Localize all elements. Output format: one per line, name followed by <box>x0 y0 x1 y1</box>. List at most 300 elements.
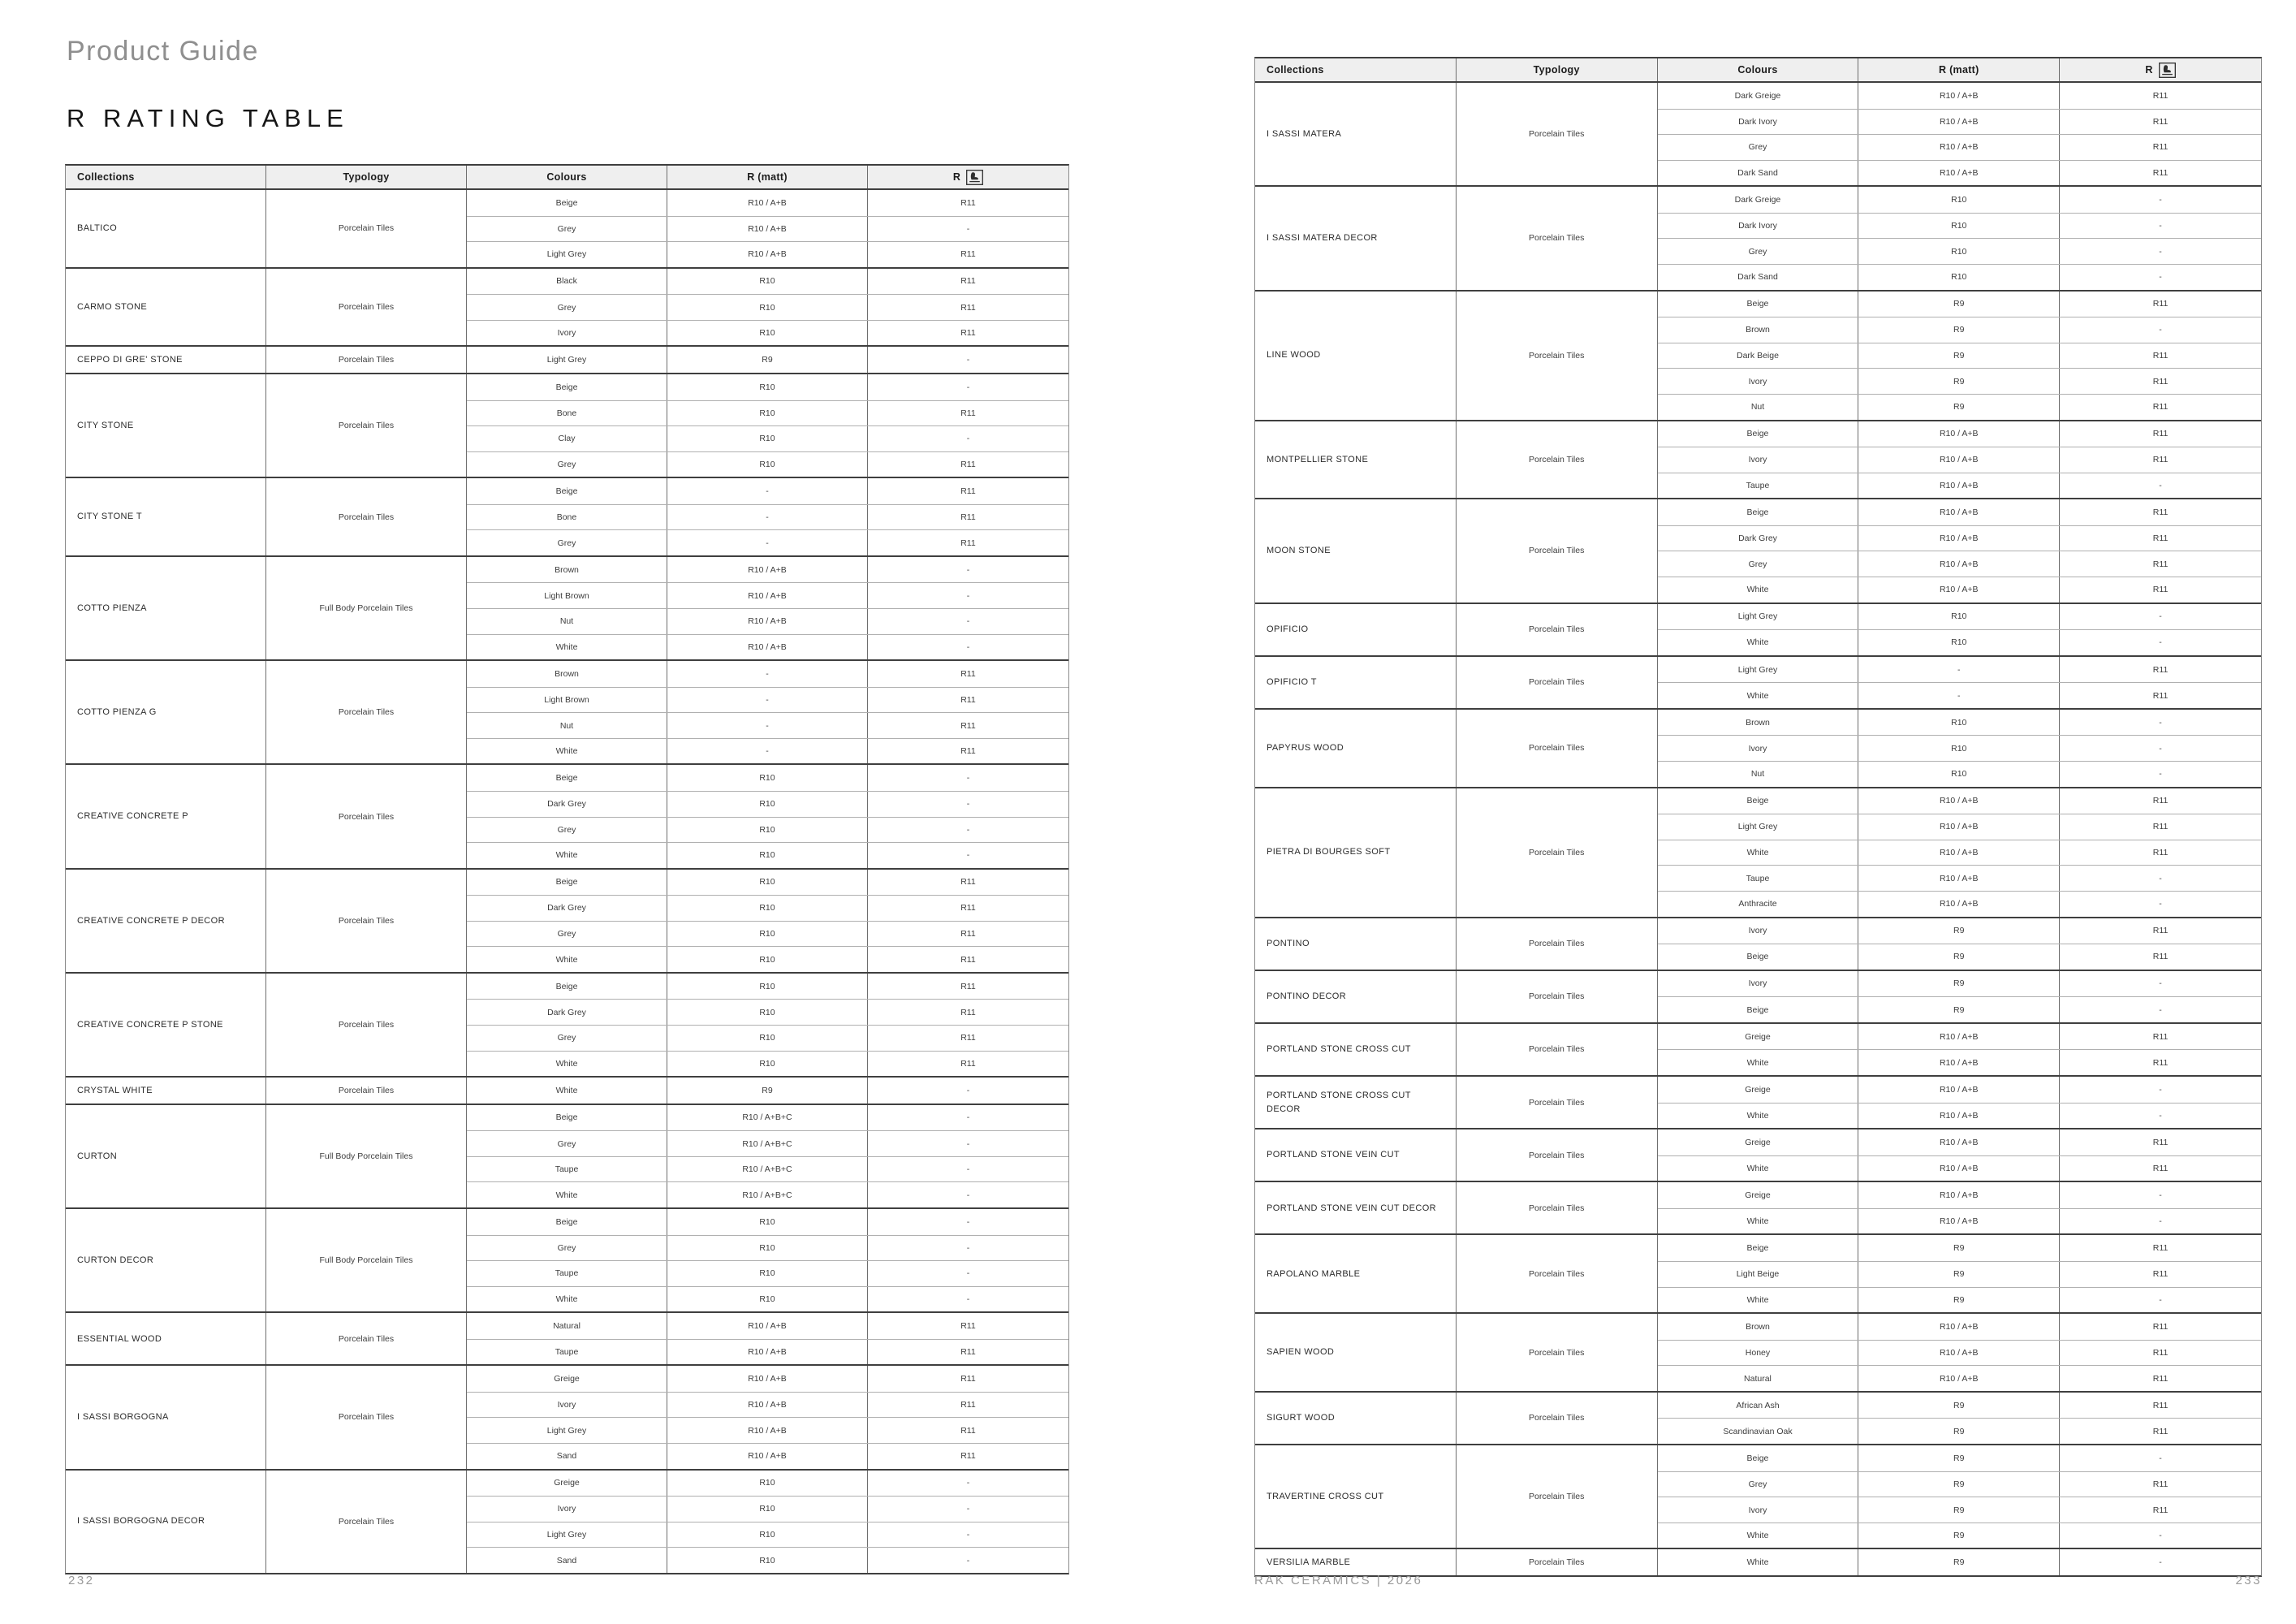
collection-group <box>1255 290 2261 420</box>
r-structured-cell: - <box>966 1085 970 1095</box>
r-matt-cell: R10 <box>667 1209 868 1235</box>
colour-row <box>1658 1393 2261 1419</box>
r-matt-cell: R10 <box>667 1548 868 1573</box>
colour-rows <box>1658 83 2261 185</box>
colour-row <box>1658 657 2261 683</box>
colour-cell: Dark Grey <box>467 792 667 817</box>
collection-name-cell: CITY STONE <box>66 374 266 477</box>
colour-cell: White <box>1658 630 1859 655</box>
colour-rows <box>1658 788 2261 917</box>
r-structured-cell: R11 <box>960 1320 976 1331</box>
colour-cell: Greige <box>467 1471 667 1497</box>
colour-cell: Dark Greige <box>1658 83 1859 109</box>
r-matt-cell: R10 / A+B <box>1858 1156 2060 1181</box>
colour-row <box>1658 1471 2261 1497</box>
r-matt-cell: R10 <box>667 1236 868 1261</box>
colour-row <box>1658 187 2261 213</box>
r-matt-cell: R10 / A+B <box>667 1393 868 1418</box>
colour-row <box>1658 996 2261 1022</box>
typology-cell: Full Body Porcelain Tiles <box>266 1209 467 1311</box>
typology-cell: Porcelain Tiles <box>1457 657 1658 708</box>
collection-name-cell: LINE WOOD <box>1255 292 1457 420</box>
collection-group <box>1255 1233 2261 1312</box>
r-matt-cell: R9 <box>1858 395 2060 420</box>
colour-row <box>467 1156 1068 1182</box>
colour-row <box>1658 264 2261 290</box>
colour-cell: Beige <box>467 870 667 896</box>
colour-row <box>467 425 1068 451</box>
colour-rows <box>1658 187 2261 289</box>
r-matt-cell: R10 / A+B <box>1858 161 2060 186</box>
colour-cell: Beige <box>1658 292 1859 317</box>
r-structured-cell: R11 <box>2152 299 2169 309</box>
colour-rows <box>467 1105 1068 1207</box>
colour-cell: White <box>1658 840 1859 866</box>
colour-row <box>1658 788 2261 814</box>
r-matt-cell: R10 <box>1858 239 2060 264</box>
r-structured-cell: - <box>966 590 970 601</box>
colour-row <box>467 478 1068 504</box>
colour-row <box>467 661 1068 687</box>
table-header-row <box>1255 58 2261 83</box>
colour-row <box>467 216 1068 242</box>
colour-cell: Beige <box>1658 499 1859 525</box>
colour-row <box>1658 604 2261 630</box>
header-r-structured <box>868 166 1068 188</box>
colour-cell: Black <box>467 269 667 295</box>
colour-cell: Taupe <box>467 1340 667 1365</box>
collection-group <box>1255 498 2261 602</box>
r-matt-cell: R10 <box>667 1052 868 1077</box>
colour-rows <box>1658 1314 2261 1391</box>
r-matt-cell: - <box>1858 657 2060 683</box>
r-matt-cell: R10 / A+B <box>667 1444 868 1469</box>
r-structured-cell: - <box>2159 1216 2162 1227</box>
r-structured-cell: - <box>966 1268 970 1279</box>
r-matt-cell: R10 / A+B <box>1858 788 2060 814</box>
r-matt-cell: R10 / A+B <box>1858 551 2060 577</box>
colour-row <box>1658 1522 2261 1548</box>
colour-cell: Light Grey <box>1658 604 1859 630</box>
r-structured-cell: R11 <box>2152 1031 2169 1042</box>
collection-name-cell: I SASSI BORGOGNA DECOR <box>66 1471 266 1573</box>
colour-cell: Clay <box>467 426 667 451</box>
r-structured-cell: - <box>2159 221 2162 231</box>
header-colours: Colours <box>1658 58 1859 81</box>
colour-rows <box>1658 1445 2261 1548</box>
collection-name-cell: MONTPELLIER STONE <box>1255 421 1457 499</box>
r-matt-cell: R9 <box>1858 1549 2060 1575</box>
r-structured-cell: R11 <box>960 929 976 939</box>
colour-rows <box>467 374 1068 477</box>
r-structured-cell: - <box>966 616 970 627</box>
colour-cell: Anthracite <box>1658 892 1859 917</box>
colour-row <box>467 1025 1068 1051</box>
colour-cell: Ivory <box>1658 918 1859 944</box>
colour-row <box>1658 1024 2261 1050</box>
r-matt-cell: R10 <box>667 1000 868 1025</box>
r-structured-cell: - <box>966 641 970 652</box>
r-structured-cell: R11 <box>2152 1400 2169 1410</box>
collection-name-cell: SAPIEN WOOD <box>1255 1314 1457 1391</box>
colour-cell: Light Grey <box>467 347 667 373</box>
collection-name-cell: MOON STONE <box>1255 499 1457 602</box>
collection-group <box>1255 1181 2261 1233</box>
collection-group <box>1255 1444 2261 1548</box>
collection-name-cell: PONTINO <box>1255 918 1457 970</box>
r-structured-cell: - <box>2159 717 2162 728</box>
r-matt-cell: R9 <box>1858 343 2060 369</box>
colour-row <box>467 1105 1068 1131</box>
colour-row <box>1658 499 2261 525</box>
r-structured-cell: - <box>966 1555 970 1566</box>
r-structured-cell: R11 <box>960 1058 976 1069</box>
r-structured-cell: R11 <box>2152 1269 2169 1280</box>
colour-cell: Beige <box>467 974 667 1000</box>
r-structured-cell: - <box>2159 899 2162 909</box>
page-subtitle: R RATING TABLE <box>67 104 349 132</box>
colour-row <box>467 1443 1068 1469</box>
r-matt-cell: R10 / A+B <box>1858 892 2060 917</box>
r-structured-cell: R11 <box>960 1400 976 1410</box>
r-structured-cell: R11 <box>2152 559 2169 569</box>
r-structured-cell: R11 <box>2152 926 2169 936</box>
colour-cell: Grey <box>1658 239 1859 264</box>
colour-cell: White <box>467 947 667 972</box>
r-structured-cell: R11 <box>2152 533 2169 544</box>
colour-rows <box>467 269 1068 346</box>
typology-cell: Porcelain Tiles <box>266 974 467 1076</box>
r-structured-cell: - <box>966 382 970 392</box>
colour-cell: Beige <box>1658 421 1859 447</box>
colour-rows <box>1658 1129 2261 1181</box>
table-header-row <box>66 166 1068 190</box>
r-matt-cell: R9 <box>1858 1445 2060 1471</box>
r-structured-cell: R11 <box>2152 1137 2169 1147</box>
colour-row <box>467 190 1068 216</box>
r-matt-cell: R10 / A+B <box>1858 110 2060 135</box>
r-structured-cell: R11 <box>960 877 976 888</box>
r-matt-cell: R10 / A+B <box>667 583 868 608</box>
collection-group <box>1255 1128 2261 1181</box>
r-matt-cell: R10 / A+B+C <box>667 1131 868 1156</box>
colour-row <box>1658 710 2261 736</box>
r-matt-cell: R10 / A+B <box>1858 1341 2060 1366</box>
colour-cell: Honey <box>1658 1341 1859 1366</box>
r-structured-cell: R11 <box>2152 351 2169 361</box>
barefoot-icon <box>966 170 983 185</box>
colour-cell: Grey <box>467 530 667 555</box>
colour-cell: Brown <box>1658 317 1859 343</box>
r-structured-cell: R11 <box>2152 1505 2169 1515</box>
colour-cell: Sand <box>467 1548 667 1573</box>
colour-row <box>467 1181 1068 1207</box>
collection-name-cell: VERSILIA MARBLE <box>1255 1549 1457 1575</box>
r-matt-cell: R9 <box>1858 944 2060 970</box>
colour-rows <box>1658 710 2261 787</box>
r-matt-cell: R10 / A+B+C <box>667 1105 868 1131</box>
colour-row <box>467 294 1068 320</box>
r-matt-cell: R10 / A+B <box>1858 447 2060 473</box>
colour-rows <box>1658 421 2261 499</box>
r-structured-cell: R11 <box>960 903 976 914</box>
r-matt-cell: - <box>667 530 868 555</box>
colour-cell: Brown <box>1658 1314 1859 1340</box>
r-matt-cell: R10 <box>667 321 868 346</box>
colour-row <box>1658 629 2261 655</box>
r-structured-cell: R11 <box>2152 1479 2169 1489</box>
colour-rows <box>1658 918 2261 970</box>
r-structured-cell: - <box>966 434 970 444</box>
r-matt-cell: R10 <box>667 947 868 972</box>
page-title: Product Guide <box>67 36 259 67</box>
colour-cell: Grey <box>1658 551 1859 577</box>
colour-row <box>1658 343 2261 369</box>
typology-cell: Porcelain Tiles <box>266 661 467 763</box>
colour-cell: Grey <box>467 922 667 947</box>
colour-row <box>467 791 1068 817</box>
collection-name-cell: CARMO STONE <box>66 269 266 346</box>
collection-name-cell: CEPPO DI GRE' STONE <box>66 347 266 373</box>
r-structured-cell: R11 <box>960 954 976 965</box>
colour-cell: Grey <box>467 452 667 477</box>
collection-group <box>1255 917 2261 970</box>
r-structured-cell: R11 <box>2152 1243 2169 1254</box>
colour-row <box>1658 1549 2261 1575</box>
colour-rows <box>1658 657 2261 708</box>
collection-name-cell: COTTO PIENZA <box>66 557 266 659</box>
typology-cell: Porcelain Tiles <box>1457 1077 1658 1128</box>
typology-cell: Porcelain Tiles <box>1457 1182 1658 1233</box>
r-matt-cell: R10 <box>667 1261 868 1286</box>
r-matt-cell: R9 <box>1858 1419 2060 1444</box>
r-matt-cell: R10 / A+B <box>1858 866 2060 891</box>
typology-cell: Porcelain Tiles <box>1457 1549 1658 1575</box>
header-r-structured-label: R <box>952 171 961 183</box>
r-matt-cell: R10 / A+B <box>1858 577 2060 603</box>
r-structured-cell: - <box>966 1294 970 1304</box>
colour-row <box>1658 83 2261 109</box>
barefoot-icon <box>2159 63 2176 78</box>
colour-cell: Dark Grey <box>467 896 667 921</box>
r-matt-cell: - <box>667 713 868 738</box>
typology-cell: Porcelain Tiles <box>266 478 467 555</box>
r-matt-cell: R10 <box>667 1471 868 1497</box>
r-structured-cell: - <box>966 1190 970 1200</box>
colour-cell: Brown <box>1658 710 1859 736</box>
colour-rows <box>467 478 1068 555</box>
typology-cell: Full Body Porcelain Tiles <box>266 557 467 659</box>
r-matt-cell: R10 / A+B <box>1858 83 2060 109</box>
colour-row <box>467 1286 1068 1312</box>
colour-row <box>1658 918 2261 944</box>
colour-row <box>1658 394 2261 420</box>
colour-row <box>1658 160 2261 186</box>
colour-rows <box>1658 971 2261 1022</box>
colour-row <box>1658 317 2261 343</box>
colour-rows <box>467 1471 1068 1573</box>
colour-row <box>1658 109 2261 135</box>
typology-cell: Porcelain Tiles <box>266 870 467 972</box>
colour-row <box>467 974 1068 1000</box>
r-structured-cell: - <box>2159 1004 2162 1015</box>
r-matt-cell: R10 / A+B <box>1858 1104 2060 1129</box>
colour-cell: White <box>1658 1549 1859 1575</box>
r-structured-cell: - <box>966 1138 970 1149</box>
colour-row <box>467 1051 1068 1077</box>
r-structured-cell: R11 <box>960 249 976 260</box>
r-matt-cell: R10 / A+B <box>1858 526 2060 551</box>
typology-cell: Porcelain Tiles <box>266 1078 467 1104</box>
colour-cell: Dark Ivory <box>1658 110 1859 135</box>
colour-cell: Taupe <box>467 1261 667 1286</box>
typology-cell: Porcelain Tiles <box>1457 1024 1658 1075</box>
typology-cell: Porcelain Tiles <box>266 1313 467 1364</box>
r-matt-cell: R10 / A+B+C <box>667 1182 868 1207</box>
colour-cell: Beige <box>467 374 667 400</box>
r-matt-cell: R9 <box>1858 1262 2060 1287</box>
colour-cell: Ivory <box>1658 447 1859 473</box>
r-structured-cell: R11 <box>2152 90 2169 101</box>
colour-cell: Light Grey <box>467 1522 667 1548</box>
typology-cell: Porcelain Tiles <box>266 374 467 477</box>
collection-name-cell: TRAVERTINE CROSS CUT <box>1255 1445 1457 1548</box>
r-structured-cell: R11 <box>960 512 976 523</box>
colour-cell: Beige <box>467 1209 667 1235</box>
colour-row <box>1658 1287 2261 1313</box>
colour-row <box>467 712 1068 738</box>
colour-row <box>1658 368 2261 394</box>
r-structured-cell: R11 <box>960 1374 976 1384</box>
colour-cell: Beige <box>1658 788 1859 814</box>
colour-row <box>467 1547 1068 1573</box>
colour-cell: Dark Sand <box>1658 265 1859 290</box>
colour-row <box>1658 1103 2261 1129</box>
header-typology: Typology <box>1457 58 1658 81</box>
r-matt-cell: R10 / A+B <box>667 557 868 583</box>
r-matt-cell: R10 <box>1858 762 2060 787</box>
r-matt-cell: R10 / A+B <box>1858 1182 2060 1208</box>
r-matt-cell: R10 <box>667 792 868 817</box>
colour-cell: Natural <box>467 1313 667 1339</box>
collection-group <box>66 659 1068 763</box>
colour-cell: White <box>1658 1209 1859 1234</box>
colour-cell: White <box>1658 683 1859 708</box>
r-structured-cell: - <box>2159 1294 2162 1305</box>
collection-group <box>66 1311 1068 1364</box>
colour-cell: Bone <box>467 401 667 426</box>
typology-cell: Porcelain Tiles <box>1457 971 1658 1022</box>
typology-cell: Full Body Porcelain Tiles <box>266 1105 467 1207</box>
collection-group <box>1255 655 2261 708</box>
r-matt-cell: R10 / A+B <box>667 1366 868 1392</box>
r-matt-cell: R10 <box>667 426 868 451</box>
collection-group <box>1255 603 2261 655</box>
colour-cell: Ivory <box>467 321 667 346</box>
collection-group <box>1255 787 2261 917</box>
r-matt-cell: R10 <box>667 843 868 868</box>
colour-rows <box>467 557 1068 659</box>
r-structured-cell: - <box>966 564 970 575</box>
collection-group <box>1255 970 2261 1022</box>
r-structured-cell: - <box>2159 1531 2162 1541</box>
r-structured-cell: - <box>2159 325 2162 335</box>
colour-cell: Light Grey <box>1658 657 1859 683</box>
r-structured-cell: R11 <box>960 694 976 705</box>
colour-row <box>467 1235 1068 1261</box>
r-structured-cell: - <box>966 773 970 784</box>
footer-brand: RAK CERAMICS | 2026 <box>1254 1574 1423 1587</box>
r-structured-cell: - <box>966 1216 970 1227</box>
r-structured-cell: R11 <box>960 1425 976 1436</box>
colour-row <box>467 817 1068 843</box>
colour-rows <box>467 974 1068 1076</box>
colour-row <box>1658 473 2261 499</box>
r-structured-cell: - <box>966 850 970 861</box>
colour-rows <box>1658 1077 2261 1128</box>
colour-rows <box>1658 1549 2261 1575</box>
colour-row <box>467 946 1068 972</box>
colour-cell: Light Brown <box>467 583 667 608</box>
r-structured-cell: R11 <box>960 276 976 287</box>
r-matt-cell: - <box>667 688 868 713</box>
typology-cell: Porcelain Tiles <box>1457 1314 1658 1391</box>
r-matt-cell: R10 / A+B <box>1858 1129 2060 1155</box>
colour-row <box>1658 1261 2261 1287</box>
colour-cell: Nut <box>1658 395 1859 420</box>
colour-cell: Light Grey <box>1658 814 1859 840</box>
collection-group <box>1255 83 2261 185</box>
r-matt-cell: R10 / A+B <box>1858 1366 2060 1391</box>
r-matt-cell: R10 / A+B <box>1858 1050 2060 1075</box>
r-structured-cell: - <box>2159 246 2162 257</box>
colour-row <box>1658 814 2261 840</box>
collection-group <box>66 345 1068 373</box>
colour-cell: White <box>1658 1288 1859 1313</box>
colour-cell: Grey <box>467 295 667 320</box>
header-typology: Typology <box>266 166 467 188</box>
r-structured-cell: - <box>2159 272 2162 283</box>
colour-cell: Dark Grey <box>467 1000 667 1025</box>
colour-row <box>467 687 1068 713</box>
colour-row <box>1658 1340 2261 1366</box>
colour-row <box>467 374 1068 400</box>
colour-cell: Greige <box>1658 1129 1859 1155</box>
collection-group <box>66 1104 1068 1207</box>
colour-row <box>1658 525 2261 551</box>
collection-group <box>66 267 1068 346</box>
colour-row <box>467 451 1068 477</box>
colour-cell: Ivory <box>467 1497 667 1522</box>
r-structured-cell: - <box>2159 480 2162 490</box>
r-structured-cell: - <box>966 1478 970 1488</box>
r-matt-cell: R10 <box>667 401 868 426</box>
colour-cell: Taupe <box>1658 866 1859 891</box>
r-structured-cell: R11 <box>2152 1348 2169 1358</box>
collection-name-cell: CREATIVE CONCRETE P STONE <box>66 974 266 1076</box>
colour-cell: Sand <box>467 1444 667 1469</box>
colour-row <box>467 1392 1068 1418</box>
r-structured-cell: - <box>966 355 970 365</box>
typology-cell: Porcelain Tiles <box>1457 83 1658 185</box>
colour-row <box>1658 213 2261 239</box>
r-matt-cell: R10 <box>667 922 868 947</box>
colour-cell: Ivory <box>1658 369 1859 394</box>
collection-name-cell: ESSENTIAL WOOD <box>66 1313 266 1364</box>
colour-row <box>467 895 1068 921</box>
r-structured-cell: - <box>2159 1557 2162 1568</box>
r-structured-cell: R11 <box>960 197 976 208</box>
